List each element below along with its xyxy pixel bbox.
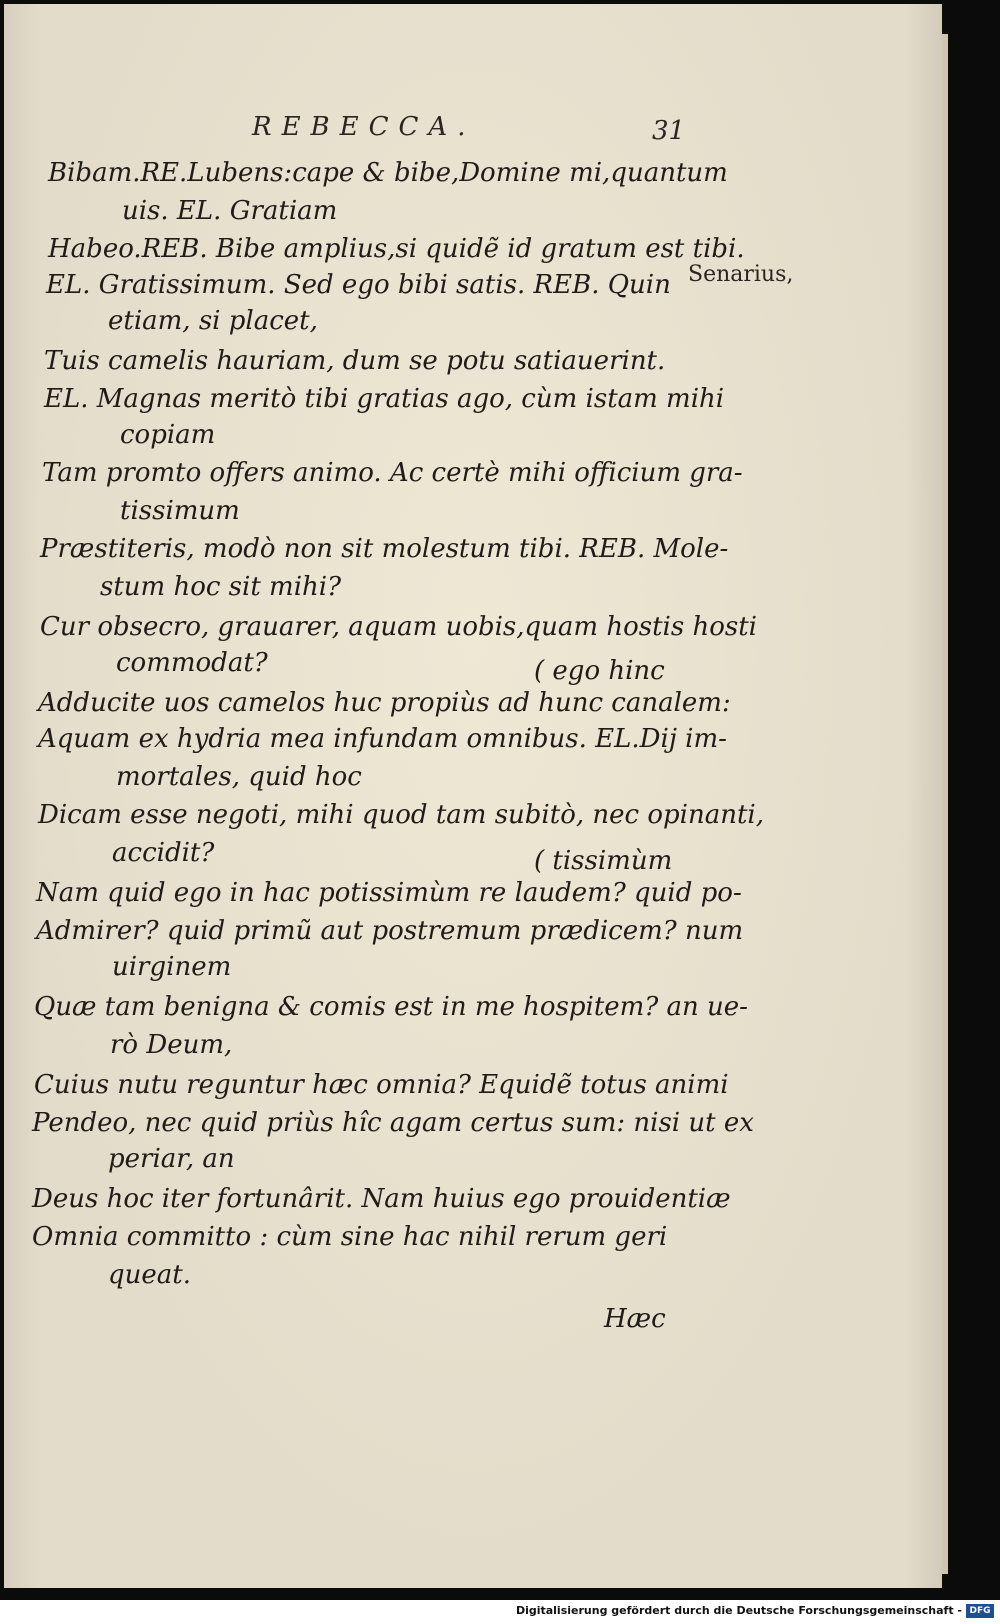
catchword: Hæc — [604, 1304, 666, 1334]
text-line: Cuius nutu reguntur hæc omnia? Equidẽ totus animi — [34, 1070, 729, 1100]
text-line: Præstiteris, modò non sit molestum tibi. REB. Mole- — [40, 534, 729, 564]
text-line: etiam, si placet, — [108, 306, 318, 336]
text-line: tissimum — [120, 496, 240, 526]
text-line: Admirer? quid primũ aut postremum prædicem? num — [36, 916, 744, 946]
digitization-credit: Digitalisierung gefördert durch die Deutsche Forschungsgemeinschaft - — [515, 1604, 962, 1617]
text-line: Bibam.RE.Lubens:cape & bibe,Domine mi,quantum — [48, 158, 728, 188]
text-line: Tam promto offers animo. Ac certè mihi officium gra- — [42, 458, 743, 488]
text-line: Deus hoc iter fortunârit. Nam huius ego prouidentiæ — [32, 1184, 731, 1214]
running-title: REBECCA. — [252, 112, 476, 142]
text-line: copiam — [120, 420, 216, 450]
text-line: EL. Magnas meritò tibi gratias ago, cùm istam mihi — [44, 384, 725, 414]
text-line: commodat? — [116, 648, 268, 678]
text-line: uis. EL. Gratiam — [122, 196, 338, 226]
page-edge — [942, 34, 948, 1574]
dfg-logo: DFG — [966, 1604, 994, 1618]
text-line: rò Deum, — [110, 1030, 233, 1060]
text-line: stum hoc sit mihi? — [100, 572, 342, 602]
text-line: ( tissimùm — [534, 846, 673, 876]
text-line: Habeo.REB. Bibe amplius,si quidẽ id gratum est tibi. — [48, 234, 745, 264]
text-line: Pendeo, nec quid priùs hîc agam certus sum: nisi ut ex — [32, 1108, 754, 1138]
page-number: 31 — [652, 116, 686, 146]
text-line: Omnia committo : cùm sine hac nihil rerum geri — [32, 1222, 668, 1252]
text-line: queat. — [108, 1260, 191, 1290]
text-line: Quæ tam benigna & comis est in me hospitem? an ue- — [34, 992, 748, 1022]
text-line: Dicam esse negoti, mihi quod tam subitò, nec opinanti, — [38, 800, 764, 830]
text-line: ( ego hinc — [534, 656, 665, 686]
footer-bar — [0, 1600, 1000, 1624]
text-line: Aquam ex hydria mea infundam omnibus. EL.Dij im- — [38, 724, 727, 754]
text-line: EL. Gratissimum. Sed ego bibi satis. REB. Quin — [46, 270, 671, 300]
text-line: uirginem — [112, 952, 232, 982]
text-line: accidit? — [112, 838, 215, 868]
text-line: Nam quid ego in hac potissimùm re laudem? quid po- — [36, 878, 742, 908]
margin-note: Senarius, — [688, 262, 794, 287]
text-line: mortales, quid hoc — [116, 762, 362, 792]
text-line: periar, an — [108, 1144, 235, 1174]
text-line: Tuis camelis hauriam, dum se potu satiauerint. — [44, 346, 666, 376]
text-line: Adducite uos camelos huc propiùs ad hunc canalem: — [38, 688, 731, 718]
book-page — [4, 4, 942, 1588]
text-line: Cur obsecro, grauarer, aquam uobis,quam hostis hosti — [40, 612, 757, 642]
